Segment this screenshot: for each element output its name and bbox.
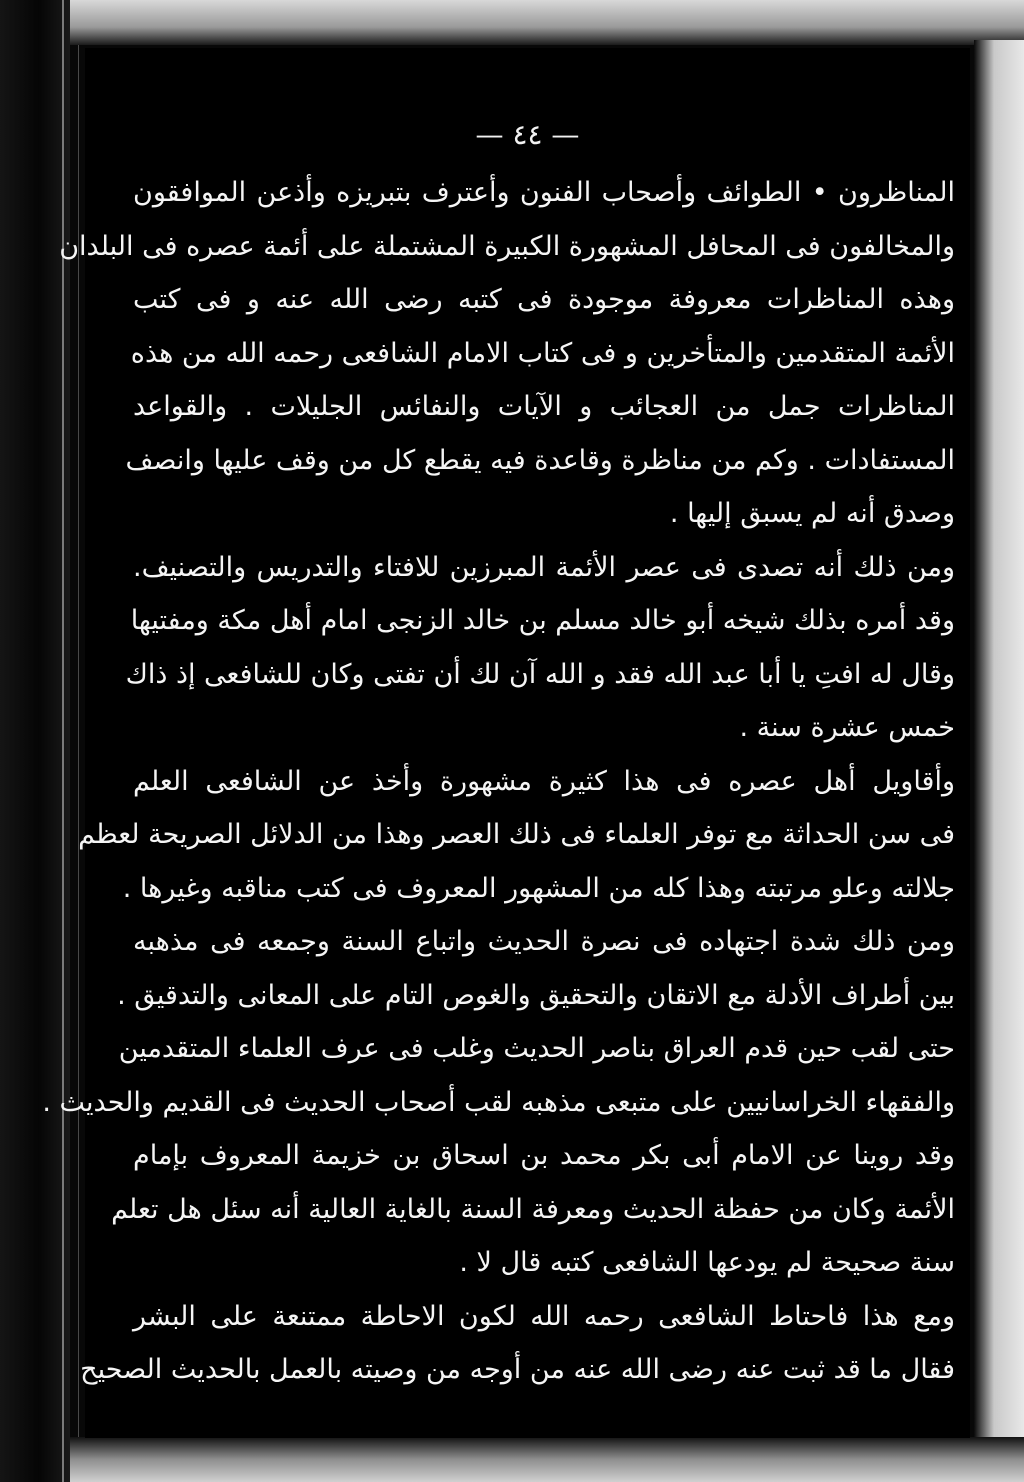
text-line: حتى لقب حين قدم العراق بناصر الحديث وغلب فى عرف العلماء المتقدمين xyxy=(118,1033,955,1064)
paragraph-1 xyxy=(59,166,955,541)
text-line: المستفادات . وكم من مناظرة وقاعدة فيه يقطع كل من وقف عليها وانصف xyxy=(125,444,955,476)
text-line: الأئمة المتقدمين والمتأخرين و فى كتاب الامام الشافعى رحمه الله من هذه xyxy=(130,337,955,369)
text-line: والفقهاء الخراسانيين على متبعى مذهبه لقب أصحاب الحديث فى القديم والحديث . xyxy=(42,1086,955,1118)
document-page xyxy=(42,48,970,1438)
text-line: بين أطراف الأدلة مع الاتقان والتحقيق والغوص التام على المعانى والتدقيق . xyxy=(117,979,955,1011)
text-line: وقال له افتِ يا أبا عبد الله فقد و الله آن لك أن تفتى وكان للشافعى إذ ذاك xyxy=(125,658,955,690)
paragraph-6 xyxy=(80,1290,955,1397)
text-line: فقال ما قد ثبت عنه رضى الله عنه من أوجه من وصيته بالعمل بالحديث الصحيح xyxy=(80,1354,955,1385)
body-text xyxy=(42,166,955,1397)
text-line: والمخالفون فى المحافل المشهورة الكبيرة المشتملة على أئمة عصره فى البلدان xyxy=(59,230,955,262)
text-line: جلالته وعلو مرتبته وهذا كله من المشهور المعروف فى كتب مناقبه وغيرها . xyxy=(122,872,955,904)
paragraph-2 xyxy=(125,541,955,755)
text-line: ومن ذلك أنه تصدى فى عصر الأئمة المبرزين للافتاء والتدريس والتصنيف. xyxy=(133,551,955,583)
text-line: خمس عشرة سنة . xyxy=(739,712,955,743)
paragraph-5 xyxy=(111,1129,955,1290)
text-line: سنة صحيحة لم يودعها الشافعى كتبه قال لا . xyxy=(459,1247,955,1278)
text-line: المناظرون • الطوائف وأصحاب الفنون وأعترف بتبريزه وأذعن الموافقون xyxy=(133,177,955,208)
text-line: وهذه المناظرات معروفة موجودة فى كتبه رضى الله عنه و فى كتب xyxy=(133,284,955,315)
text-line: الأئمة وكان من حفظة الحديث ومعرفة السنة بالغاية العالية أنه سئل هل تعلم xyxy=(111,1193,955,1225)
text-line: ومع هذا فاحتاط الشافعى رحمه الله لكون الاحاطة ممتنعة على البشر xyxy=(133,1300,955,1332)
text-line: وقد روينا عن الامام أبى بكر محمد بن اسحاق بن خزيمة المعروف بإمام xyxy=(133,1140,955,1171)
page-number: — ٤٤ — xyxy=(475,118,580,151)
text-line: ومن ذلك شدة اجتهاده فى نصرة الحديث واتباع السنة وجمعه فى مذهبه xyxy=(133,926,955,957)
text-line: وأقاويل أهل عصره فى هذا كثيرة مشهورة وأخذ عن الشافعى العلم xyxy=(133,765,955,797)
text-line: وصدق أنه لم يسبق إليها . xyxy=(669,498,955,529)
top-page-edge xyxy=(70,0,1024,45)
text-line: وقد أمره بذلك شيخه أبو خالد مسلم بن خالد الزنجى امام أهل مكة ومفتيها xyxy=(130,605,955,636)
right-page-edge xyxy=(974,40,1024,1482)
bottom-page-edge xyxy=(70,1437,1024,1482)
paragraph-4 xyxy=(42,915,955,1129)
text-line: المناظرات جمل من العجائب و الآيات والنفائس الجليلات . والقواعد xyxy=(133,391,955,422)
paragraph-3 xyxy=(78,755,955,916)
text-line: فى سن الحداثة مع توفر العلماء فى ذلك العصر وهذا من الدلائل الصريحة لعظم xyxy=(78,819,955,850)
